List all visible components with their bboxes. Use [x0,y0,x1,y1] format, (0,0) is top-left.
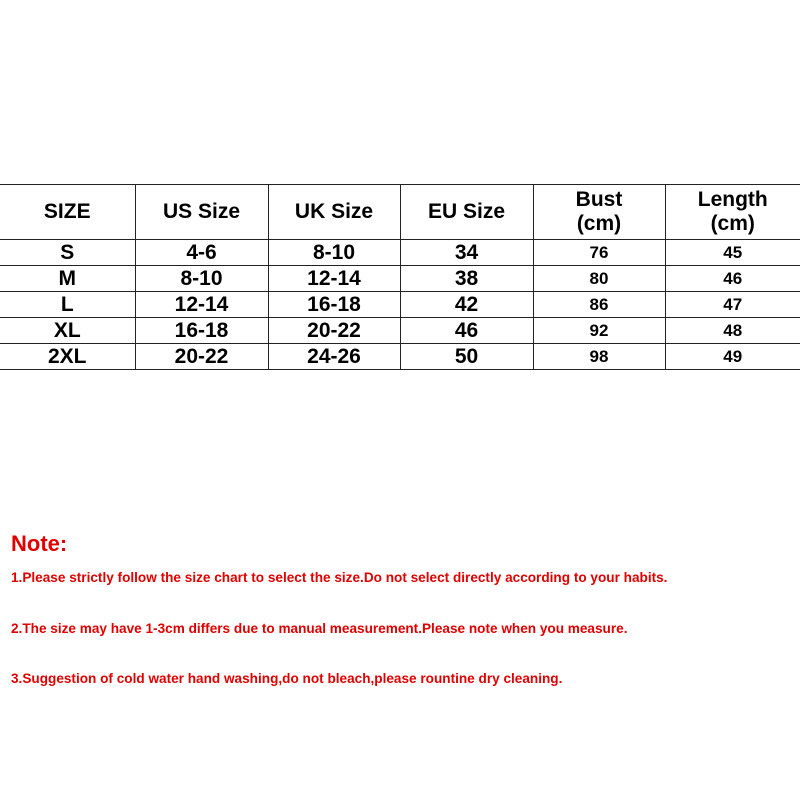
header-bust: Bust (cm) [533,185,665,240]
cell-size: M [0,266,135,292]
cell-us-size: 8-10 [135,266,268,292]
note-item-1: 1.Please strictly follow the size chart to select the size.Do not select directly according to your habits. [11,570,668,585]
cell-eu-size: 46 [400,318,533,344]
cell-size: L [0,292,135,318]
header-length: Length (cm) [665,185,800,240]
cell-length: 47 [665,292,800,318]
cell-us-size: 16-18 [135,318,268,344]
cell-us-size: 20-22 [135,344,268,370]
header-size: SIZE [0,185,135,240]
cell-uk-size: 16-18 [268,292,400,318]
cell-bust: 92 [533,318,665,344]
header-eu-size: EU Size [400,185,533,240]
cell-bust: 80 [533,266,665,292]
note-item-3: 3.Suggestion of cold water hand washing,do not bleach,please rountine dry cleaning. [11,671,563,686]
table-row [0,318,800,344]
cell-size: S [0,240,135,266]
cell-uk-size: 24-26 [268,344,400,370]
cell-length: 49 [665,344,800,370]
cell-size: XL [0,318,135,344]
cell-bust: 86 [533,292,665,318]
note-title: Note: [11,531,68,556]
cell-eu-size: 50 [400,344,533,370]
cell-uk-size: 20-22 [268,318,400,344]
cell-us-size: 4-6 [135,240,268,266]
table-row [0,292,800,318]
cell-uk-size: 12-14 [268,266,400,292]
table-header-row [0,185,800,240]
cell-us-size: 12-14 [135,292,268,318]
cell-uk-size: 8-10 [268,240,400,266]
header-uk-size: UK Size [268,185,400,240]
cell-length: 45 [665,240,800,266]
header-us-size: US Size [135,185,268,240]
cell-size: 2XL [0,344,135,370]
size-chart-table [0,184,800,370]
cell-eu-size: 34 [400,240,533,266]
cell-eu-size: 38 [400,266,533,292]
cell-eu-size: 42 [400,292,533,318]
cell-bust: 76 [533,240,665,266]
cell-length: 48 [665,318,800,344]
table-row [0,344,800,370]
cell-bust: 98 [533,344,665,370]
cell-length: 46 [665,266,800,292]
table-row [0,266,800,292]
note-item-2: 2.The size may have 1-3cm differs due to manual measurement.Please note when you measure. [11,621,628,636]
table-row [0,240,800,266]
